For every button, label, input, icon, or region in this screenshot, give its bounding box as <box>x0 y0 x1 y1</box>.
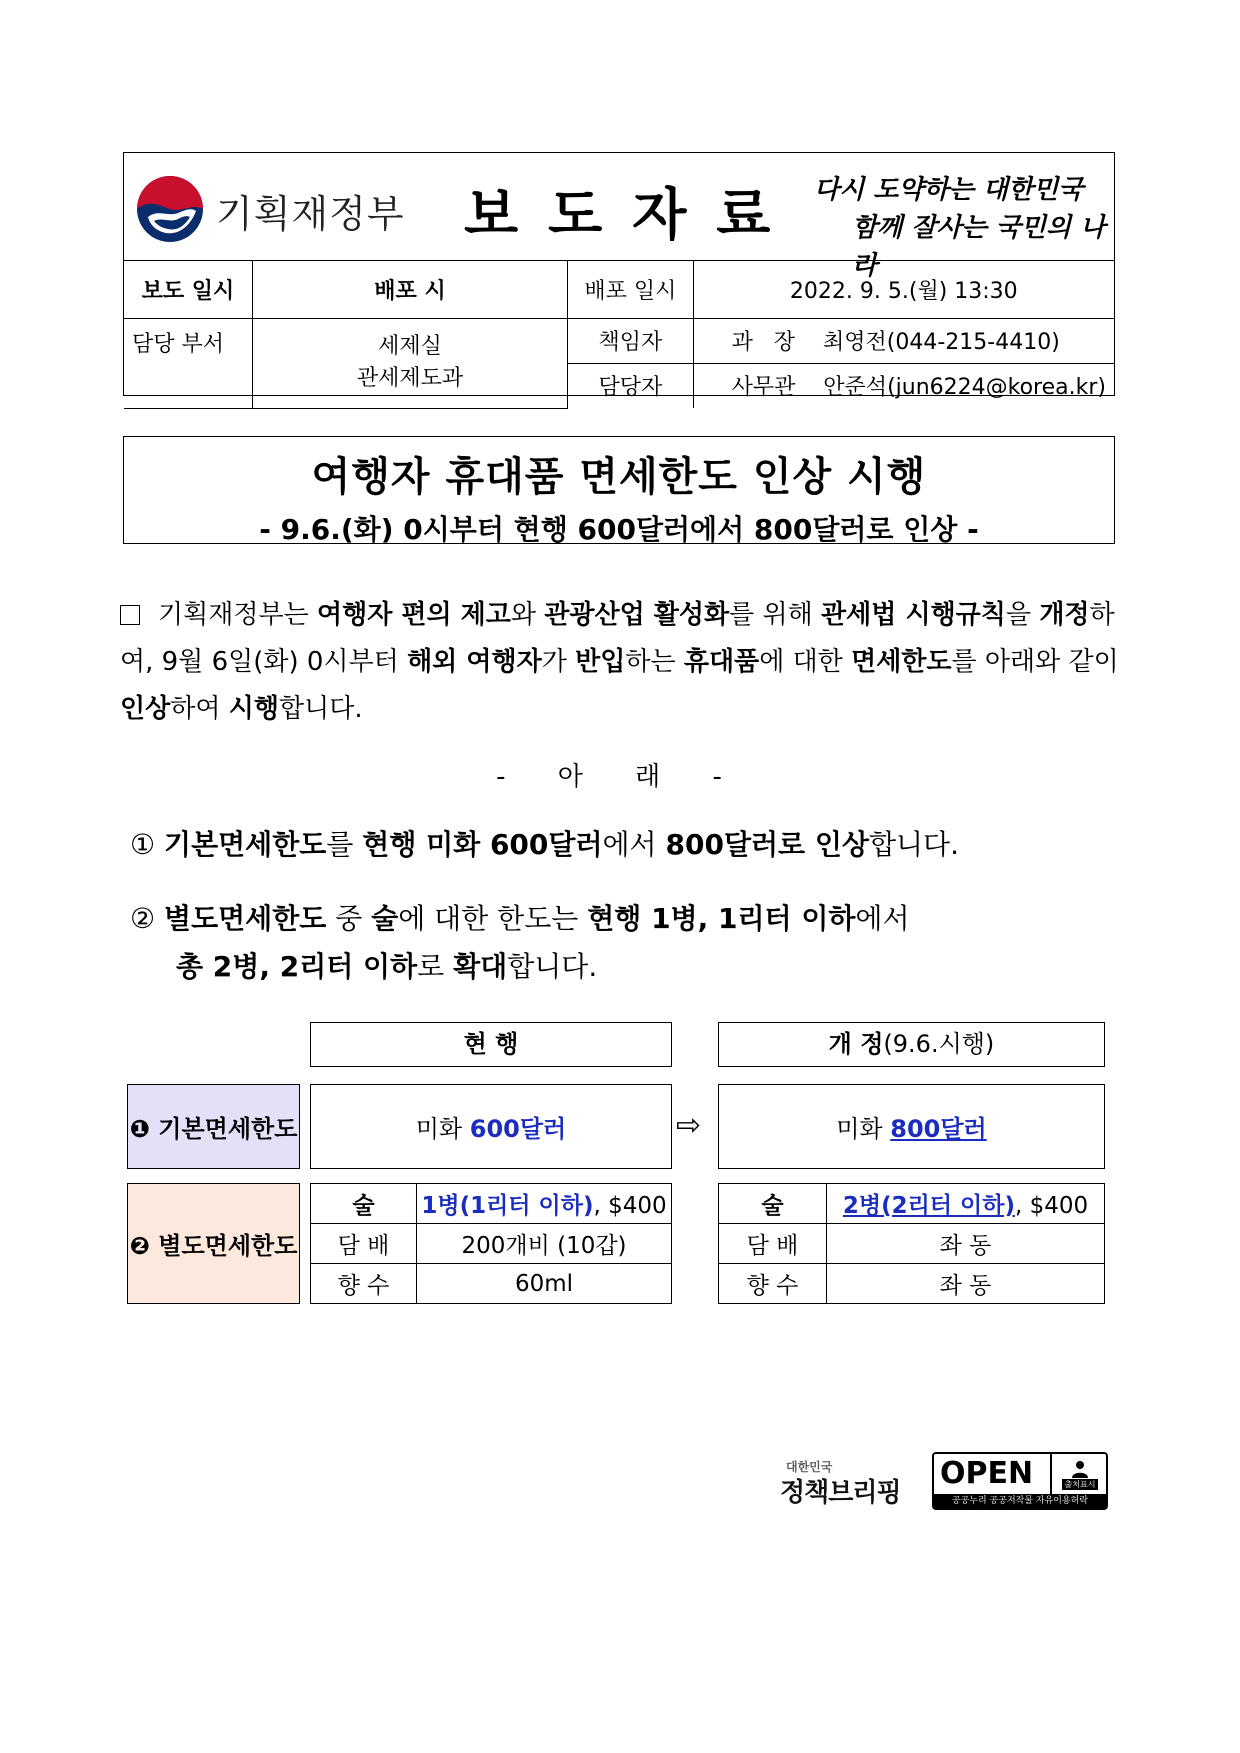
basic-current-value <box>310 1084 672 1169</box>
amount-highlight: 800달러 <box>890 1115 987 1143</box>
dept-line-1: 세제실 <box>378 334 442 359</box>
manager-value: 과 장 최영전(044-215-4410) <box>693 318 1114 363</box>
summary-paragraph <box>120 592 1120 733</box>
item-2-text: 합니다. <box>507 950 598 983</box>
paragraph-text: 을 <box>1005 600 1040 630</box>
slogan-line-1: 다시 도약하는 대한민국 <box>814 175 1084 205</box>
table-row <box>311 1184 672 1224</box>
paragraph-text-bold: 개정 <box>1039 600 1090 630</box>
dept-value <box>252 318 567 408</box>
paragraph-text: 하여 <box>170 694 229 724</box>
currency-prefix: 미화 <box>836 1115 883 1143</box>
value-cell: 60ml <box>417 1264 672 1304</box>
value-cell <box>827 1184 1105 1224</box>
value-cell <box>417 1184 672 1224</box>
contact-value: 사무관 안준석(jun6224@korea.kr) <box>693 363 1114 408</box>
manager-label: 책임자 <box>568 318 693 363</box>
document-type-title: 보도자료 <box>464 183 801 248</box>
table-row <box>719 1224 1105 1264</box>
headline: 여행자 휴대품 면세한도 인상 시행 <box>311 454 927 500</box>
value-highlight: 2병(2리터 이하) <box>842 1193 1015 1219</box>
ministry-name: 기획재정부 <box>216 192 405 236</box>
item-2-text: 로 <box>417 950 454 983</box>
release-time-label: 보도 일시 <box>124 261 252 318</box>
paragraph-text-bold: 시행 <box>228 694 279 724</box>
footer-logos <box>780 1450 1110 1520</box>
list-item-1 <box>130 823 959 863</box>
value-highlight: 1병(1리터 이하) <box>421 1193 594 1219</box>
item-1-text: 를 <box>326 828 363 861</box>
attribution-icon <box>1050 1454 1108 1494</box>
value-cell: 200개비 (10갑) <box>417 1224 672 1264</box>
table-row <box>311 1264 672 1304</box>
paragraph-text-bold: 휴대품 <box>683 647 760 677</box>
currency-prefix: 미화 <box>415 1115 463 1143</box>
kogl-subtext: 공공누리 공공저작물 자유이용허락 <box>934 1494 1106 1508</box>
item-2-text-bold: 확대 <box>453 950 508 983</box>
table-row <box>311 1224 672 1264</box>
headline-box <box>123 436 1115 544</box>
paragraph-text: 합니다. <box>278 694 363 724</box>
kogl-open-license-logo <box>932 1452 1108 1510</box>
list-item-2 <box>130 895 910 991</box>
paragraph-text: 를 위해 <box>729 600 822 630</box>
slogan-line-2: 함께 잘사는 국민의 나라 <box>852 213 1106 281</box>
paragraph-text-bold: 반입 <box>575 647 626 677</box>
dept-label: 담당 부서 <box>124 318 252 408</box>
item-2-text: 에 대한 한도는 <box>398 902 588 935</box>
item-1-text: 에서 <box>602 828 666 861</box>
open-text: OPEN <box>940 1456 1034 1491</box>
basic-revised-value <box>718 1084 1105 1169</box>
item-2-text-bold: 별도면세한도 <box>164 902 327 935</box>
item-name: 향 수 <box>311 1264 417 1304</box>
separate-allowance-label: ❷ 별도면세한도 <box>127 1183 300 1304</box>
paragraph-text-bold: 면세한도 <box>851 647 952 677</box>
checkbox-bullet-icon <box>120 605 140 625</box>
item-2-text-bold: 총 2병, 2리터 이하 <box>176 950 418 983</box>
revised-header-text: 개 정 <box>828 1030 884 1058</box>
separate-revised-table <box>718 1183 1105 1304</box>
paragraph-text: 와 <box>510 600 545 630</box>
paragraph-text: 를 아래와 같이 <box>951 647 1119 677</box>
header-banner <box>124 153 1114 281</box>
item-name: 술 <box>719 1184 827 1224</box>
paragraph-text: 하는 <box>625 647 684 677</box>
item-1-text-bold: 기본면세한도 <box>164 828 327 861</box>
item-2-text-bold: 술 <box>371 902 399 935</box>
revised-column-header <box>718 1022 1105 1067</box>
person-icon <box>1070 1459 1090 1479</box>
government-emblem-icon <box>134 173 206 245</box>
distribution-value: 2022. 9. 5.(월) 13:30 <box>693 261 1114 318</box>
paragraph-text-bold: 여행자 편의 제고 <box>316 600 511 630</box>
release-time-value: 배포 시 <box>252 261 567 318</box>
paragraph-text: 기획재정부는 <box>158 600 317 630</box>
briefing-logo: 정책브리핑 <box>780 1478 901 1508</box>
item-1-number: ① <box>130 828 156 861</box>
table-row <box>719 1184 1105 1224</box>
value-cell: 좌 동 <box>827 1224 1105 1264</box>
paragraph-text: 가 <box>541 647 576 677</box>
item-name: 향 수 <box>719 1264 827 1304</box>
press-release-header <box>123 152 1115 401</box>
dept-line-2: 관세제도과 <box>356 366 464 391</box>
distribution-label: 배포 일시 <box>568 261 693 318</box>
paragraph-text-bold: 인상 <box>120 694 171 724</box>
release-info-table <box>124 261 1114 409</box>
item-2-text: 에서 <box>855 902 910 935</box>
separate-current-table <box>310 1183 672 1304</box>
paragraph-text-bold: 관광산업 활성화 <box>544 600 730 630</box>
value-rest: , $400 <box>1014 1193 1089 1219</box>
item-1-text-bold: 800달러로 인상 <box>665 828 869 861</box>
paragraph-text-bold: 해외 여행자 <box>407 647 542 677</box>
arrow-icon: ⇨ <box>676 1108 702 1143</box>
sub-headline: - 9.6.(화) 0시부터 현행 600달러에서 800달러로 인상 - <box>259 513 979 546</box>
revised-header-note: (9.6.시행) <box>883 1030 995 1058</box>
item-name: 담 배 <box>719 1224 827 1264</box>
basic-allowance-label: ❶ 기본면세한도 <box>127 1084 300 1169</box>
value-rest: , $400 <box>593 1193 667 1219</box>
paragraph-text: 하여, 9월 6일(화) 0시부터 <box>120 600 1115 677</box>
current-column-header: 현 행 <box>310 1022 672 1067</box>
item-2-text-bold: 현행 1병, 1리터 이하 <box>587 902 856 935</box>
amount-highlight: 600달러 <box>469 1115 567 1143</box>
attribution-badge: 출처표시 <box>1062 1479 1099 1490</box>
table-row <box>719 1264 1105 1304</box>
item-name: 담 배 <box>311 1224 417 1264</box>
item-2-continuation <box>130 943 910 991</box>
item-1-text: 합니다. <box>868 828 959 861</box>
item-name: 술 <box>311 1184 417 1224</box>
value-cell: 좌 동 <box>827 1264 1105 1304</box>
below-heading: - 아 래 - <box>496 762 744 792</box>
paragraph-text-bold: 관세법 시행규칙 <box>821 600 1006 630</box>
contact-label: 담당자 <box>568 363 693 408</box>
briefing-logo-small: 대한민국 <box>786 1460 833 1474</box>
item-2-text: 중 <box>326 902 372 935</box>
item-2-number: ② <box>130 902 156 935</box>
item-1-text-bold: 현행 미화 600달러 <box>362 828 603 861</box>
paragraph-text: 에 대한 <box>759 647 852 677</box>
